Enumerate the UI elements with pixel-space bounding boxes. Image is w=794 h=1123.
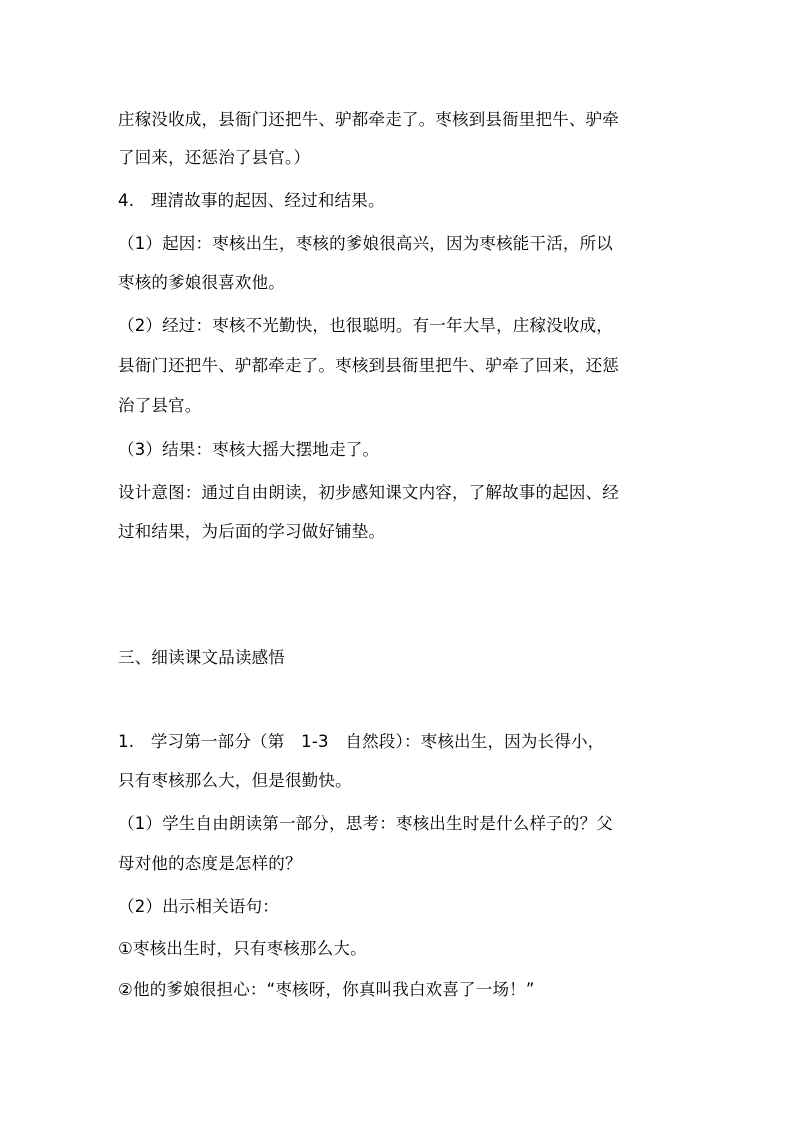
text-line: ①枣核出生时，只有枣核那么大。: [118, 939, 367, 958]
text-line: 过和结果，为后面的学习做好铺垫。: [118, 522, 386, 541]
text-line: 设计意图：通过自由朗读，初步感知课文内容，了解故事的起因、经: [118, 483, 619, 502]
text-line: 县衙门还把牛、驴都牵走了。枣核到县衙里把牛、驴牵了回来，还惩: [118, 356, 619, 375]
text-line: （3）结果：枣核大摇大摆地走了。: [118, 440, 380, 459]
text-line: 庄稼没收成，县衙门还把牛、驴都牵走了。枣核到县衙里把牛、驴牵: [118, 110, 619, 129]
section-heading: 三、细读课文品读感悟: [118, 648, 285, 667]
text-line: 1. 学习第一部分（第 1-3 自然段）：枣核出生，因为长得小，: [118, 732, 605, 751]
text-line: （2）经过：枣核不光勤快，也很聪明。有一年大旱，庄稼没收成，: [118, 316, 613, 335]
text-line: 了回来，还惩治了县官。）: [118, 148, 311, 167]
text-line: 枣核的爹娘很喜欢他。: [118, 273, 285, 292]
text-line: 只有枣核那么大，但是很勤快。: [118, 771, 352, 790]
text-line: 4. 理清故事的起因、经过和结果。: [118, 191, 385, 210]
text-line: 母对他的态度是怎样的？: [118, 854, 302, 873]
text-line: （2）出示相关语句：: [118, 897, 279, 916]
text-line: 治了县官。: [118, 396, 202, 415]
text-line: ②他的爹娘很担心：“枣核呀，你真叫我白欢喜了一场！”: [118, 980, 535, 999]
text-line: （1）起因：枣核出生，枣核的爹娘很高兴，因为枣核能干活，所以: [118, 234, 613, 253]
text-line: （1）学生自由朗读第一部分，思考：枣核出生时是什么样子的？父: [118, 814, 613, 833]
